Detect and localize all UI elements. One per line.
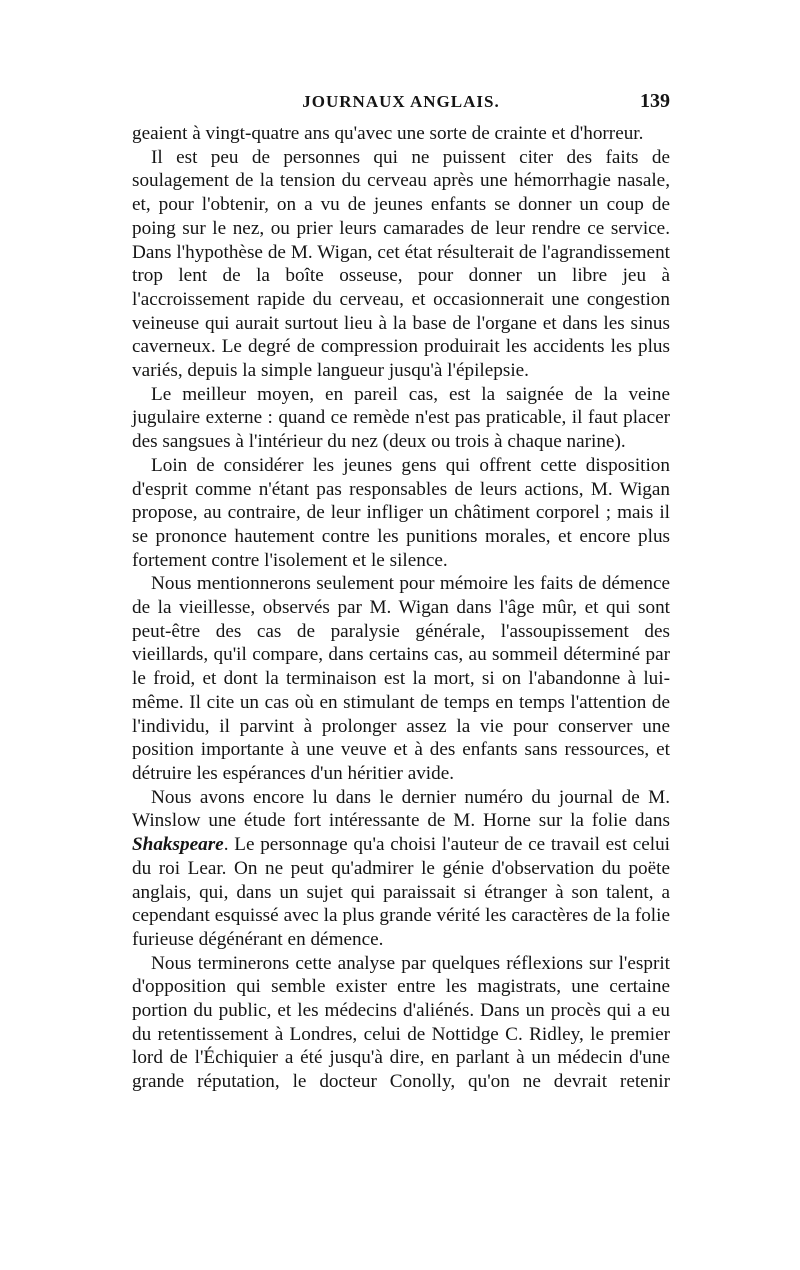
paragraph-shakspeare xyxy=(132,786,670,952)
paragraph-dementia-old-age: Nous mentionnerons seulement pour mémoire les faits de démence de la vieillesse, observés par M. Wigan dans l'âge mûr, et qui sont peut-être des cas de paralysie générale, l'assoupissement des vieillards, qu'il compare, dans certains cas, au sommeil déterminé par le froid, et dont la terminaison est la mort, si on l'abandonne à lui-même. Il cite un cas où en stimulant de temps en temps l'attention de l'individu, il parvint à prolonger assez la vie pour conserver une position importante à une veuve et à des enfants sans ressources, et détruire les espérances d'un héritier avide. xyxy=(132,573,670,784)
running-head xyxy=(132,88,670,118)
paragraph-responsibility: Loin de considérer les jeunes gens qui offrent cette disposition d'esprit comme n'étant pas responsables de leurs actions, M. Wigan propose, au contraire, de leur infliger un châtiment corporel ; mais il se prononce hautement contre les punitions morales, et encore plus fortement contre l'isolement et le silence. xyxy=(132,454,670,571)
paragraph-continuation: geaient à vingt-quatre ans qu'avec une sorte de crainte et d'horreur. xyxy=(132,123,644,144)
paragraph-treatment: Le meilleur moyen, en pareil cas, est la saignée de la veine jugulaire externe : quand ce remède n'est pas praticable, il faut placer des sangsues à l'intérieur du nez (deux ou trois à chaque narine). xyxy=(132,383,670,453)
paragraph-shakspeare-after: . Le personnage qu'a choisi l'auteur de ce travail est celui du roi Lear. On ne peut qu'admirer le génie d'observation du poëte anglais, qui, dans un sujet qui paraissait si étranger à son talent, a cependant esquissé avec la plus grande vérité les caractères de la folie furieuse dégénérant en démence. xyxy=(132,834,670,950)
running-title: JOURNAUX ANGLAIS. xyxy=(302,92,500,111)
shakspeare-italic: Shakspeare xyxy=(132,834,224,856)
page-number: 139 xyxy=(640,90,670,112)
paragraph-nasal-hemorrhage: Il est peu de personnes qui ne puissent citer des faits de soulagement de la tension du cerveau après une hémorrhagie nasale, et, pour l'obtenir, on a vu de jeunes enfants se donner un coup de poing sur le nez, ou prier leurs camarades de leur rendre ce service. Dans l'hypothèse de M. Wigan, cet état résulterait de l'agrandissement trop lent de la boîte osseuse, pour donner un libre jeu à l'accroissement rapide du cerveau, et occasionnerait une congestion veineuse qui aurait surtout lieu à la base de l'organe et dans les sinus caverneux. Le degré de compression produirait les accidents les plus variés, depuis la simple langueur jusqu'à l'épilepsie. xyxy=(132,146,670,382)
paragraph-shakspeare-before: Nous avons encore lu dans le dernier numéro du journal de M. Winslow une étude fort intéressante de M. Horne sur la folie dans xyxy=(132,786,670,832)
paragraph-opposition: Nous terminerons cette analyse par quelques réflexions sur l'esprit d'opposition qui semble exister entre les magistrats, une certaine portion du public, et les médecins d'aliénés. Dans un procès qui a eu du retentissement à Londres, celui de Nottidge C. Ridley, le premier lord de l'Échiquier a été jusqu'à dire, en parlant à un médecin d'une grande réputation, le docteur Conolly, qu'on ne devrait retenir xyxy=(132,952,670,1093)
body-text xyxy=(132,122,670,1094)
